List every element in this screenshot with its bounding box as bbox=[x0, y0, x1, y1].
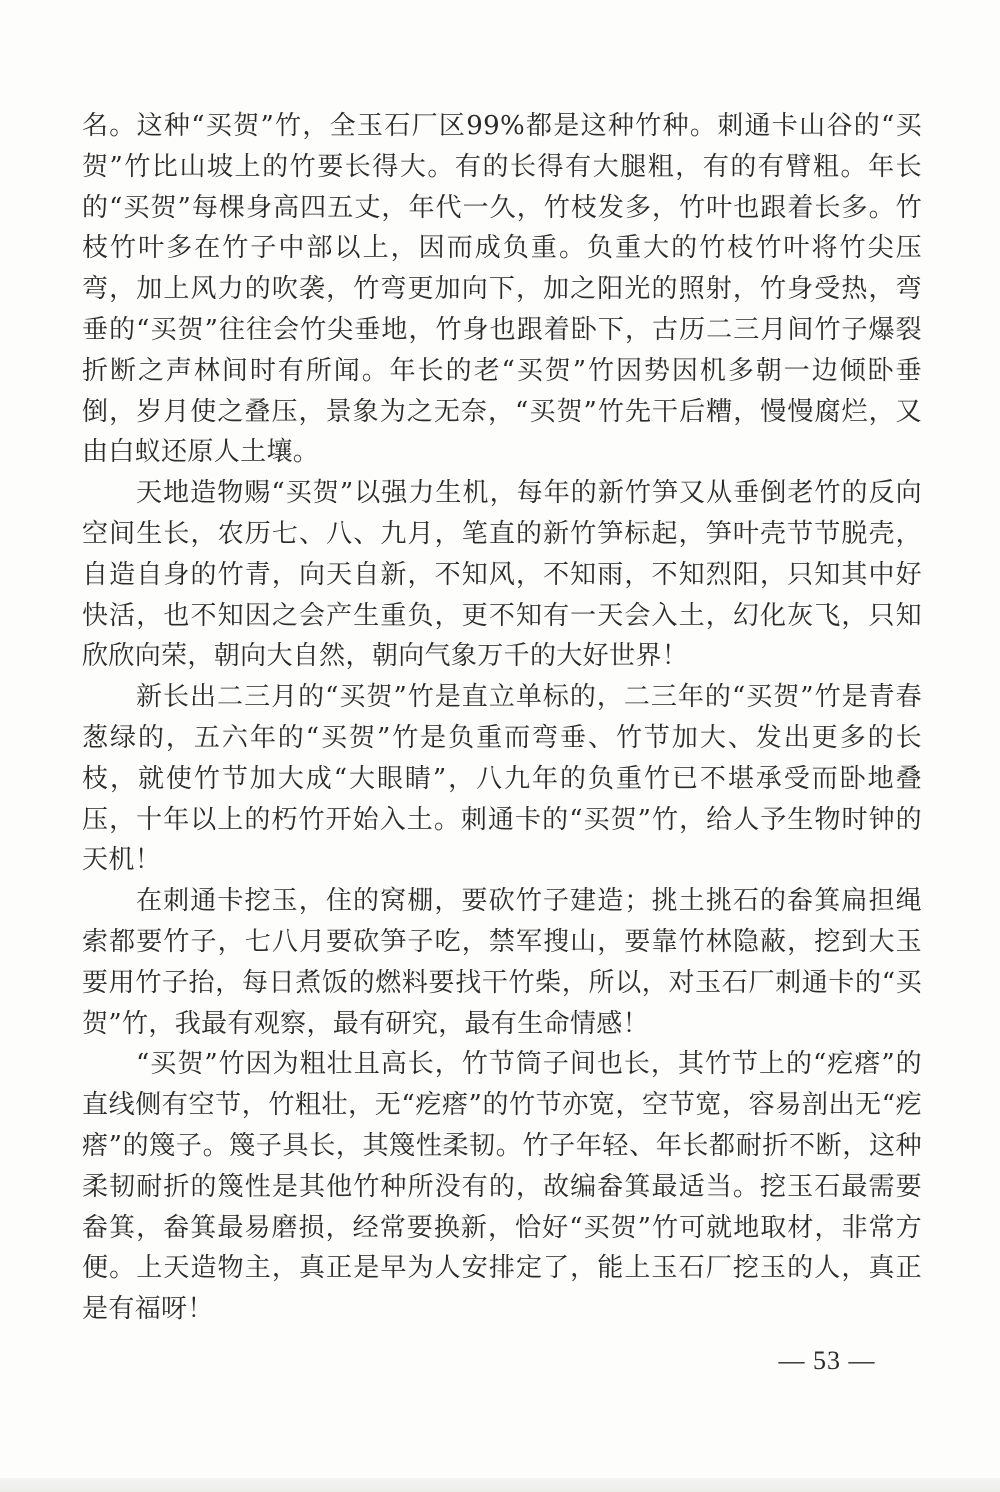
body-text bbox=[82, 106, 922, 1330]
paragraph-continued: 名。这种“买贺”竹，全玉石厂区99%都是这种竹种。刺通卡山谷的“买贺”竹比山坡上的竹要长得大。有的长得有大腿粗，有的有臂粗。年长的“买贺”每棵身高四五丈，年代一久，竹枝发多，竹叶也跟着长多。竹枝竹叶多在竹子中部以上，因而成负重。负重大的竹枝竹叶将竹尖压弯，加上风力的吹袭，竹弯更加向下，加之阳光的照射，竹身受热，弯垂的“买贺”往往会竹尖垂地，竹身也跟着卧下，古历二三月间竹子爆裂折断之声林间时有所闻。年长的老“买贺”竹因势因机多朝一边倾卧垂倒，岁月使之叠压，景象为之无奈，“买贺”竹先干后糟，慢慢腐烂，又由白蚁还原人土壤。 bbox=[82, 111, 922, 468]
page-bottom-edge bbox=[0, 1478, 1000, 1492]
paragraph: 天地造物赐“买贺”以强力生机，每年的新竹笋又从垂倒老竹的反向空间生长，农历七、八、九月，笔直的新竹笋标起，笋叶壳节节脱壳，自造自身的竹青，向天自新，不知风，不知雨，不知烈阳，只知其中好快活，也不知因之会产生重负，更不知有一天会入土，幻化灰飞，只知欣欣向荣，朝向大自然，朝向气象万千的大好世界！ bbox=[82, 478, 922, 672]
paragraph: 在刺通卡挖玉，住的窝棚，要砍竹子建造；挑土挑石的畚箕扁担绳索都要竹子，七八月要砍笋子吃，禁军搜山，要靠竹林隐蔽，挖到大玉要用竹子抬，每日煮饭的燃料要找干竹柴，所以，对玉石厂刺通卡的“买贺”竹，我最有观察，最有研究，最有生命情感！ bbox=[82, 886, 922, 1039]
paragraph: “买贺”竹因为粗壮且高长，竹节筒子间也长，其竹节上的“疙瘩”的直线侧有空节，竹粗壮，无“疙瘩”的竹节亦宽，空节宽，容易剖出无“疙瘩”的篾子。篾子具长，其篾性柔韧。竹子年轻、年长都耐折不断，这种柔韧耐折的篾性是其他竹种所没有的，故编畚箕最适当。挖玉石最需要畚箕，畚箕最易磨损，经常要换新，恰好“买贺”竹可就地取材，非常方便。上天造物主，真正是早为人安排定了，能上玉石厂挖玉的人，真正是有福呀！ bbox=[82, 1049, 922, 1325]
page-number: — 53 — bbox=[778, 1346, 876, 1375]
paragraph: 新长出二三月的“买贺”竹是直立单标的，二三年的“买贺”竹是青春葱绿的，五六年的“买贺”竹是负重而弯垂、竹节加大、发出更多的长枝，就使竹节加大成“大眼睛”，八九年的负重竹已不堪承受而卧地叠压，十年以上的朽竹开始入土。刺通卡的“买贺”竹，给人予生物时钟的天机！ bbox=[82, 682, 922, 876]
